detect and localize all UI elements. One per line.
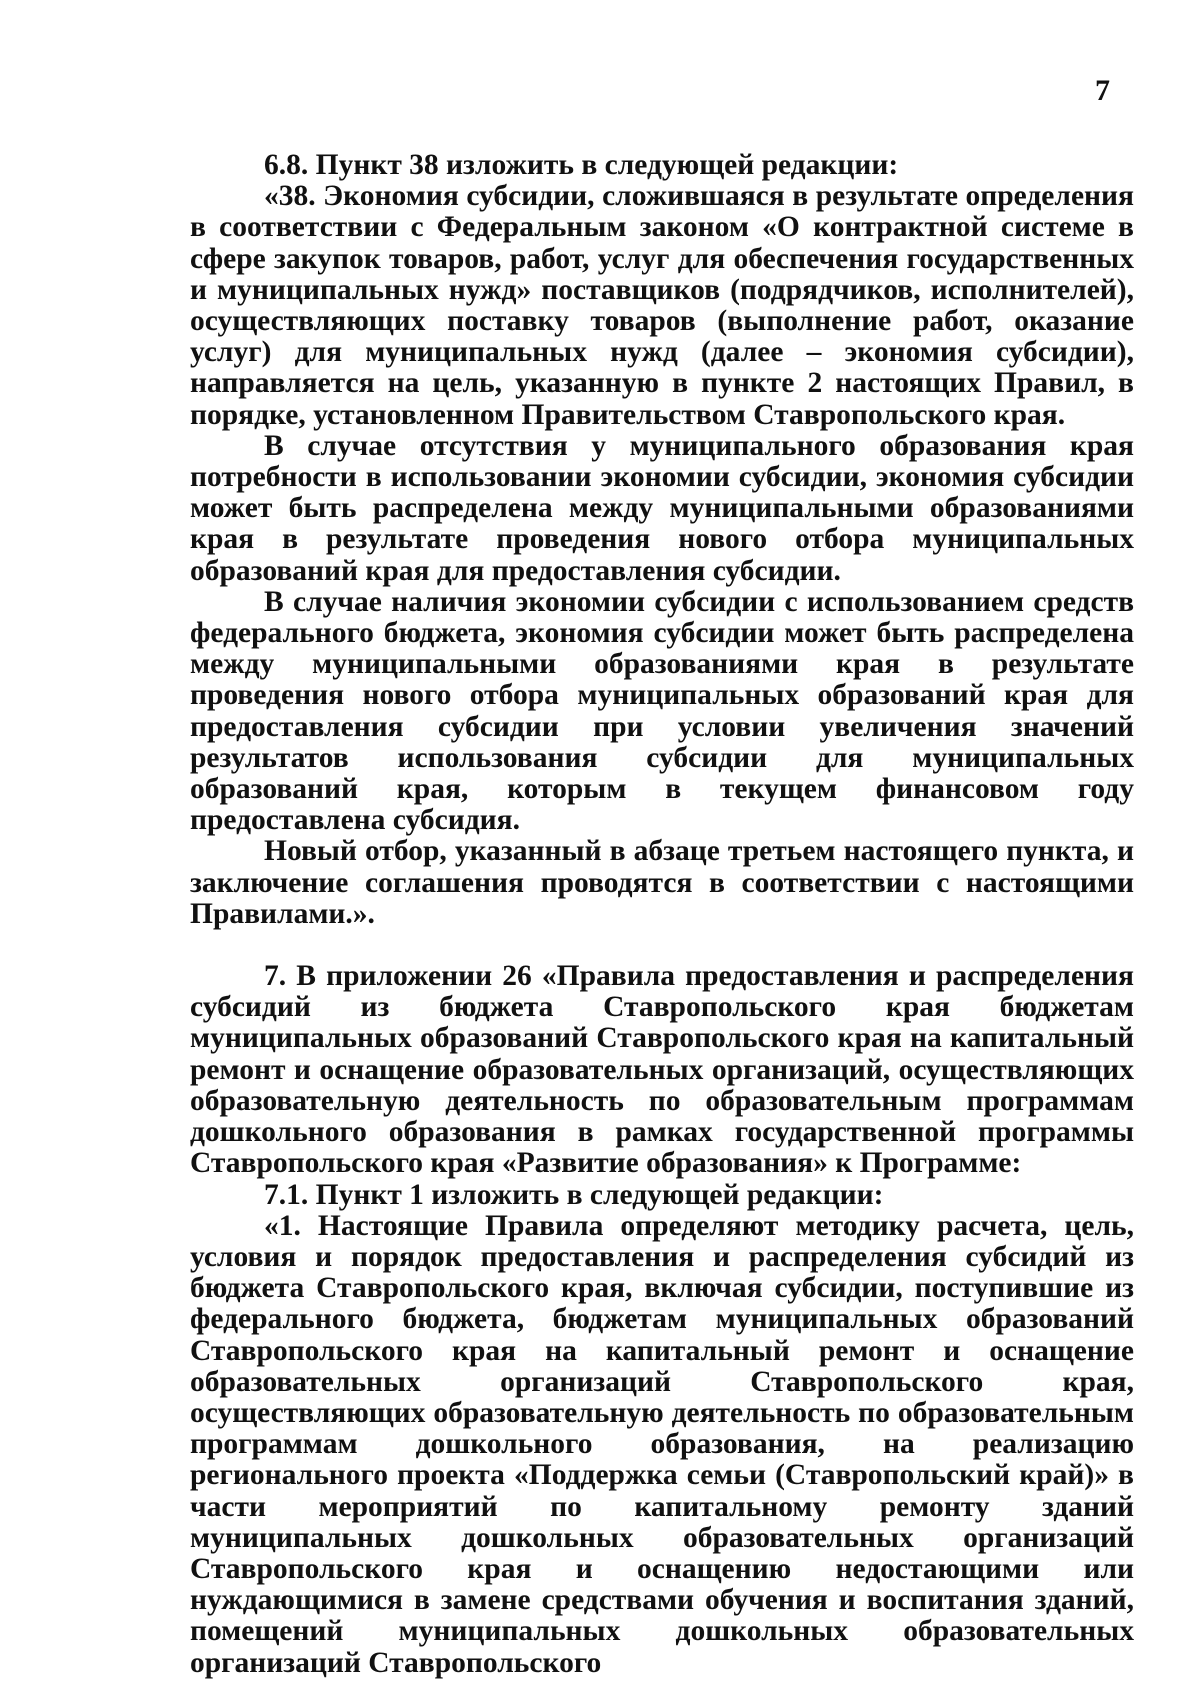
paragraph-7-appendix-26: 7. В приложении 26 «Правила предоставления и распределения субсидий из бюджета Ставропольского края бюджетам муниципальных образований Ставропольского края на капитальный ремонт и оснащение образовательных организаций, осуществляющих образовательную деятельность по образовательным программам дошкольного образования в рамках государственной программы Ставропольского края «Развитие образования» к Программе:: [190, 960, 1134, 1180]
paragraph-savings-federal: В случае наличия экономии субсидии с использованием средств федерального бюджета, экономия субсидии может быть распределена между муниципальными образованиями края в результате проведения нового отбора муниципальных образований края для предоставления субсидии при условии увеличения значений результатов использования субсидии для муниципальных образований края, которым в текущем финансовом году предоставлена субсидия.: [190, 585, 1134, 837]
page-number: 7: [1095, 74, 1110, 107]
paragraph-1-text: «1. Настоящие Правила определяют методику расчета, цель, условия и порядок предоставления и распределения субсидий из бюджета Ставропольского края, включая субсидии, поступившие из федерального бюджета, бюджетам муниципальных образований Ставропольского края на капитальный ремонт и оснащение образовательных организаций Ставропольского края, осуществляющих образовательную деятельность по образовательным программам дошкольного образования, на реализацию регионального проекта «Поддержка семьи (Ставропольский край)» в части мероприятий по капитальному ремонту зданий муниципальных дошкольных образовательных организаций Ставропольского края и оснащению недостающими или нуждающимися в замене средствами обучения и воспитания зданий, помещений муниципальных дошкольных образовательных организаций Ставропольского: [190, 1209, 1134, 1679]
paragraph-38-text: «38. Экономия субсидии, сложившаяся в результате определения в соответствии с Федеральным законом «О контрактной системе в сфере закупок товаров, работ, услуг для обеспечения государственных и муниципальных нужд» поставщиков (подрядчиков, исполнителей), осуществляющих поставку товаров (выполнение работ, оказание услуг) для муниципальных нужд (далее – экономия субсидии), направляется на цель, указанную в пункте 2 настоящих Правил, в порядке, установленном Правительством Ставропольского края.: [190, 180, 1134, 431]
paragraph-7-1-heading: 7.1. Пункт 1 изложить в следующей редакции:: [264, 1178, 884, 1211]
document-body: [190, 150, 1134, 1679]
paragraph-new-selection: Новый отбор, указанный в абзаце третьем настоящего пункта, и заключение соглашения проводятся в соответствии с настоящими Правилами.».: [190, 835, 1134, 930]
paragraph-6-8-heading: 6.8. Пункт 38 изложить в следующей редакции:: [264, 149, 899, 181]
paragraph-savings-no-need: В случае отсутствия у муниципального образования края потребности в использовании экономии субсидии, экономия субсидии может быть распределена между муниципальными образованиями края в результате проведения нового отбора муниципальных образований края для предоставления субсидии.: [190, 429, 1134, 587]
